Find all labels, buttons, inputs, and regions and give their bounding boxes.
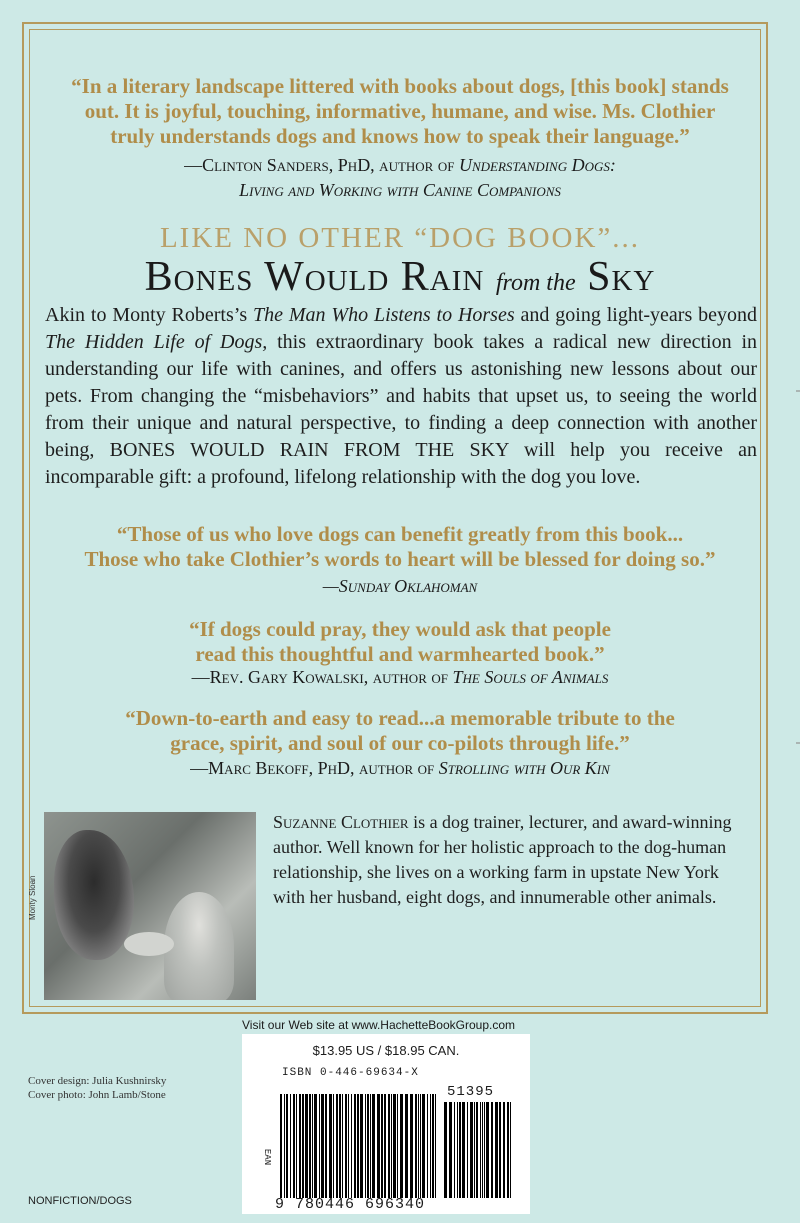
barcode-bar: [284, 1094, 285, 1198]
barcode-bar: [360, 1094, 363, 1198]
book-title: Bones Would Rain from the Sky: [144, 254, 656, 300]
barcode-bar: [393, 1094, 396, 1198]
barcode-bar: [372, 1094, 375, 1198]
barcode-bar: [367, 1094, 369, 1198]
barcode-bar: [420, 1094, 421, 1198]
quote-bekoff: “Down-to-earth and easy to read...a memorable tribute to the grace, spirit, and soul of our co-pilots through life.”: [125, 706, 675, 755]
barcode-bar: [430, 1094, 431, 1198]
tagline: LIKE NO OTHER “DOG BOOK”...: [159, 222, 641, 254]
price-barcode: [442, 1102, 514, 1198]
barcode-bar: [329, 1094, 332, 1198]
barcode-bar: [397, 1094, 398, 1198]
barcode-bar: [365, 1094, 366, 1198]
price-code: 51395: [447, 1084, 495, 1100]
barcode-bar: [482, 1102, 483, 1198]
barcode-bar: [299, 1094, 301, 1198]
barcode-bar: [357, 1094, 359, 1198]
dog-figure: [54, 830, 134, 960]
barcode-bar: [280, 1094, 282, 1198]
barcode-bar: [336, 1094, 338, 1198]
barcode-bar: [480, 1102, 481, 1198]
barcode-bar: [491, 1102, 493, 1198]
barcode-bar: [314, 1094, 317, 1198]
book-description: Akin to Monty Roberts’s The Man Who Listens to Horses and going light-years beyond The Hidden Life of Dogs, this extraordinary book takes a radical new direction in understanding our life with canines, and offers us astonishing new lessons about our pets. From changing the “misbehaviors” and habits that upset us, to seeing the world from their unique and natural perspective, to finding a deep connection with another being, BONES WOULD RAIN FROM THE SKY will help you receive an incomparable gift: a profound, lifelong relationship with the dog you love.: [45, 304, 757, 488]
barcode-bar: [381, 1094, 383, 1198]
barcode-bar: [503, 1102, 505, 1198]
barcode-bar: [345, 1094, 347, 1198]
barcode-bar: [459, 1102, 461, 1198]
barcode-bar: [499, 1102, 501, 1198]
barcode-bar: [370, 1094, 371, 1198]
barcode-bar: [474, 1102, 475, 1198]
barcode-bar: [457, 1102, 458, 1198]
barcode-bar: [495, 1102, 498, 1198]
ean-label: EAN: [262, 1148, 273, 1166]
cover-credits: Cover design: Julia Kushnirsky Cover photo: John Lamb/Stone: [28, 1075, 167, 1101]
photo-credit: Monty Sloan: [28, 875, 37, 920]
barcode-bar: [290, 1094, 291, 1198]
quote-kowalski: “If dogs could pray, they would ask that people read this thoughtful and warmhearted book.”: [189, 617, 611, 666]
barcode-bar: [342, 1094, 343, 1198]
barcode-bar: [422, 1094, 425, 1198]
barcode-bar: [296, 1094, 297, 1198]
barcode-bar: [333, 1094, 334, 1198]
barcode-bar: [339, 1094, 341, 1198]
barcode-bar: [432, 1094, 434, 1198]
barcode-bar: [348, 1094, 349, 1198]
price-label: $13.95 US / $18.95 CAN.: [312, 1043, 460, 1058]
hands-figure: [124, 932, 174, 956]
barcode-bar: [321, 1094, 324, 1198]
barcode-bar: [484, 1102, 485, 1198]
barcode-bar: [449, 1102, 452, 1198]
attribution-sanders: —Clinton Sanders, PhD, author of Understanding Dogs: Living and Working with Canine Companions: [184, 155, 616, 200]
barcode-bar: [467, 1102, 468, 1198]
isbn-digits: 9 780446 696340: [275, 1196, 426, 1213]
edge-mark: [796, 390, 800, 392]
edge-mark: [796, 742, 800, 744]
attribution-kowalski: —Rev. Gary Kowalski, author of The Souls of Animals: [191, 667, 609, 687]
barcode-bar: [427, 1094, 428, 1198]
barcode-bar: [415, 1094, 417, 1198]
barcode-bar: [377, 1094, 380, 1198]
barcode-bar: [507, 1102, 509, 1198]
barcode-bar: [319, 1094, 320, 1198]
barcode-bar: [388, 1094, 390, 1198]
barcode-bar: [476, 1102, 478, 1198]
barcode-bar: [391, 1094, 392, 1198]
barcode-bar: [454, 1102, 455, 1198]
author-bio: Suzanne Clothier is a dog trainer, lecturer, and award-winning author. Well known for her holistic approach to the dog-human relationship, she lives on a working farm in upstate New York with her husband, eight dogs, and innumerable other animals.: [273, 812, 732, 907]
barcode-bar: [305, 1094, 308, 1198]
barcode-bar: [309, 1094, 311, 1198]
barcode-bar: [293, 1094, 295, 1198]
barcode-bar: [405, 1094, 408, 1198]
barcode-bar: [510, 1102, 511, 1198]
barcode-bar: [286, 1094, 288, 1198]
barcode-panel: [242, 1034, 530, 1214]
isbn-label: ISBN 0-446-69634-X: [282, 1067, 419, 1079]
ean-barcode: [278, 1094, 438, 1198]
barcode-bar: [470, 1102, 473, 1198]
attribution-oklahoman: —Sunday Oklahoman: [322, 576, 478, 596]
author-photo: [44, 812, 256, 1000]
barcode-bar: [354, 1094, 356, 1198]
quote-sanders: “In a literary landscape littered with books about dogs, [this book] stands out. It is joyful, touching, informative, humane, and wise. Ms. Clothier truly understands dogs and knows how to speak their language.”: [71, 74, 729, 148]
barcode-bar: [462, 1102, 465, 1198]
barcode-bar: [444, 1102, 447, 1198]
author-figure: [164, 892, 234, 1000]
attribution-bekoff: —Marc Bekoff, PhD, author of Strolling with Our Kin: [190, 758, 610, 778]
barcode-bar: [325, 1094, 327, 1198]
barcode-bar: [302, 1094, 304, 1198]
barcode-bar: [435, 1094, 436, 1198]
barcode-bar: [486, 1102, 489, 1198]
barcode-bar: [351, 1094, 352, 1198]
publisher-website: Visit our Web site at www.HachetteBookGroup.com: [242, 1018, 516, 1032]
barcode-bar: [312, 1094, 313, 1198]
barcode-bar: [384, 1094, 386, 1198]
category-label: NONFICTION/DOGS: [28, 1195, 132, 1207]
barcode-bar: [418, 1094, 419, 1198]
barcode-bar: [400, 1094, 403, 1198]
quote-oklahoman: “Those of us who love dogs can benefit greatly from this book... Those who take Clothier’s words to heart will be blessed for doing so.”: [84, 522, 716, 571]
barcode-bar: [410, 1094, 413, 1198]
